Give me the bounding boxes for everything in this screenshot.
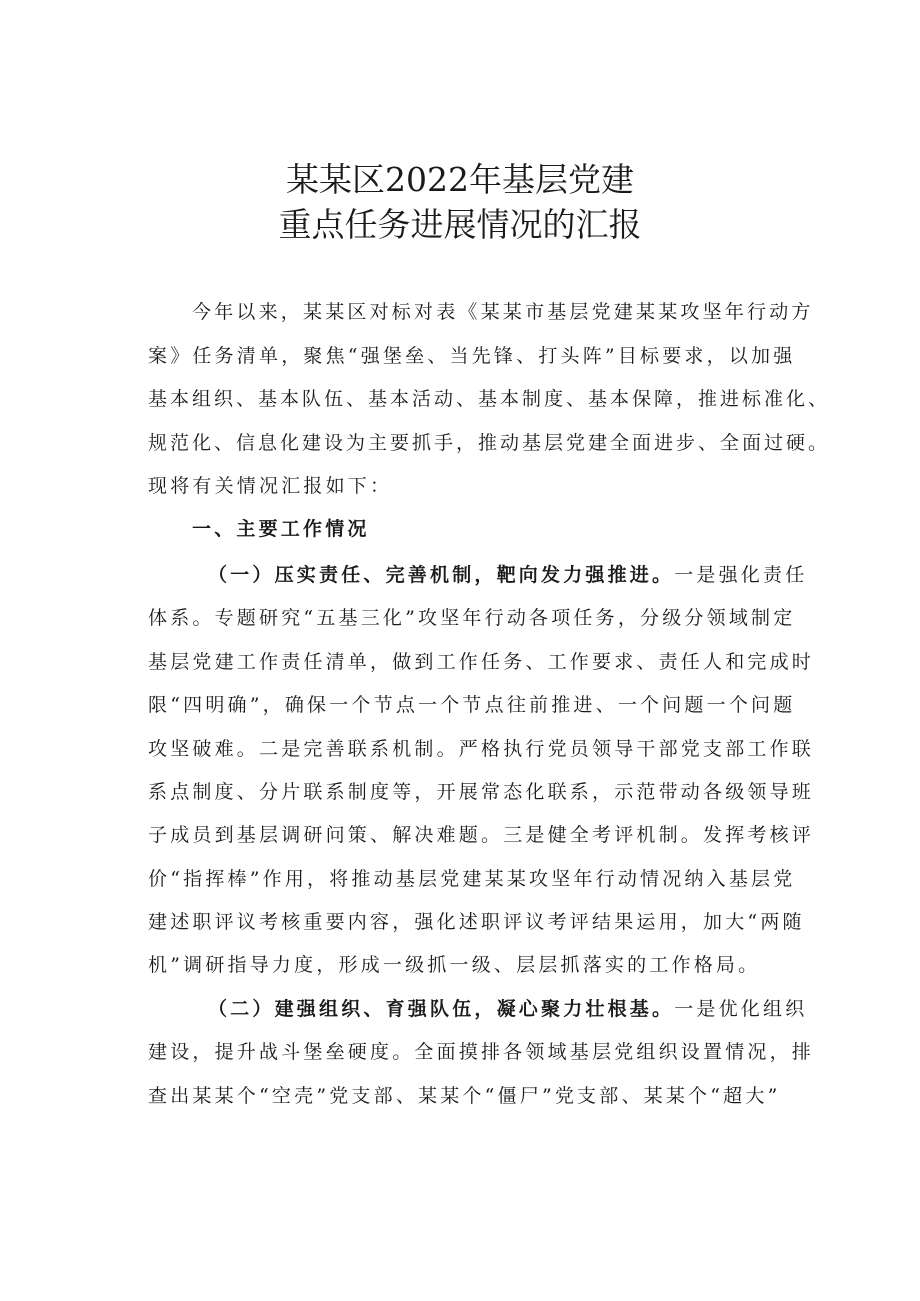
- paragraph-line: 攻坚破难。二是完善联系机制。严格执行党员领导干部党支部工作联: [148, 738, 815, 760]
- paragraph-line: 系点制度、分片联系制度等，开展常态化联系，示范带动各级领导班: [148, 781, 815, 803]
- paragraph-line: 价“指挥棒”作用，将推动基层党建某某攻坚年行动情况纳入基层党: [148, 868, 796, 890]
- paragraph-line: 子成员到基层调研问策、解决难题。三是健全考评机制。发挥考核评: [148, 824, 815, 846]
- subsection-heading: （二）建强组织、育强队伍，凝心聚力壮根基。: [208, 998, 675, 1020]
- paragraph-line: [208, 560, 807, 590]
- subsection-heading: （一）压实责任、完善机制，靶向发力强推进。: [208, 564, 675, 586]
- paragraph-line: 案》任务清单，聚焦“强堡垒、当先锋、打头阵”目标要求，以加强: [148, 345, 796, 367]
- document-title-line-1: 某某区2022年基层党建: [286, 160, 634, 199]
- paragraph-line: 机”调研指导力度，形成一级抓一级、层层抓落实的工作格局。: [148, 954, 761, 976]
- paragraph-line: 限“四明确”，确保一个节点一个节点往前推进、一个问题一个问题: [148, 694, 796, 716]
- paragraph-line: 基层党建工作责任清单，做到工作任务、工作要求、责任人和完成时: [148, 651, 815, 673]
- paragraph-line: 建设，提升战斗堡垒硬度。全面摸排各领域基层党组织设置情况，排: [148, 1041, 815, 1063]
- section-heading: 一、主要工作情况: [192, 518, 370, 540]
- paragraph-line: 基本组织、基本队伍、基本活动、基本制度、基本保障，推进标准化、: [148, 388, 831, 410]
- paragraph-line: [208, 994, 807, 1024]
- paragraph-line: 查出某某个“空壳”党支部、某某个“僵尸”党支部、某某个“超大”: [148, 1085, 781, 1107]
- paragraph-line: 规范化、信息化建设为主要抓手，推动基层党建全面进步、全面过硬。: [148, 432, 831, 454]
- paragraph-text: 一是优化组织: [674, 998, 808, 1020]
- paragraph-text: 一是强化责任: [674, 564, 808, 586]
- paragraph-line: 建述职评议考核重要内容，强化述职评议考评结果运用，加大“两随: [148, 911, 805, 933]
- document-title-line-2: 重点任务进展情况的汇报: [278, 205, 642, 244]
- paragraph-line: 体系。专题研究“五基三化”攻坚年行动各项任务，分级分领域制定: [148, 607, 796, 629]
- paragraph-line: 现将有关情况汇报如下：: [148, 475, 393, 497]
- paragraph-line: 今年以来，某某区对标对表《某某市基层党建某某攻坚年行动方: [192, 301, 814, 323]
